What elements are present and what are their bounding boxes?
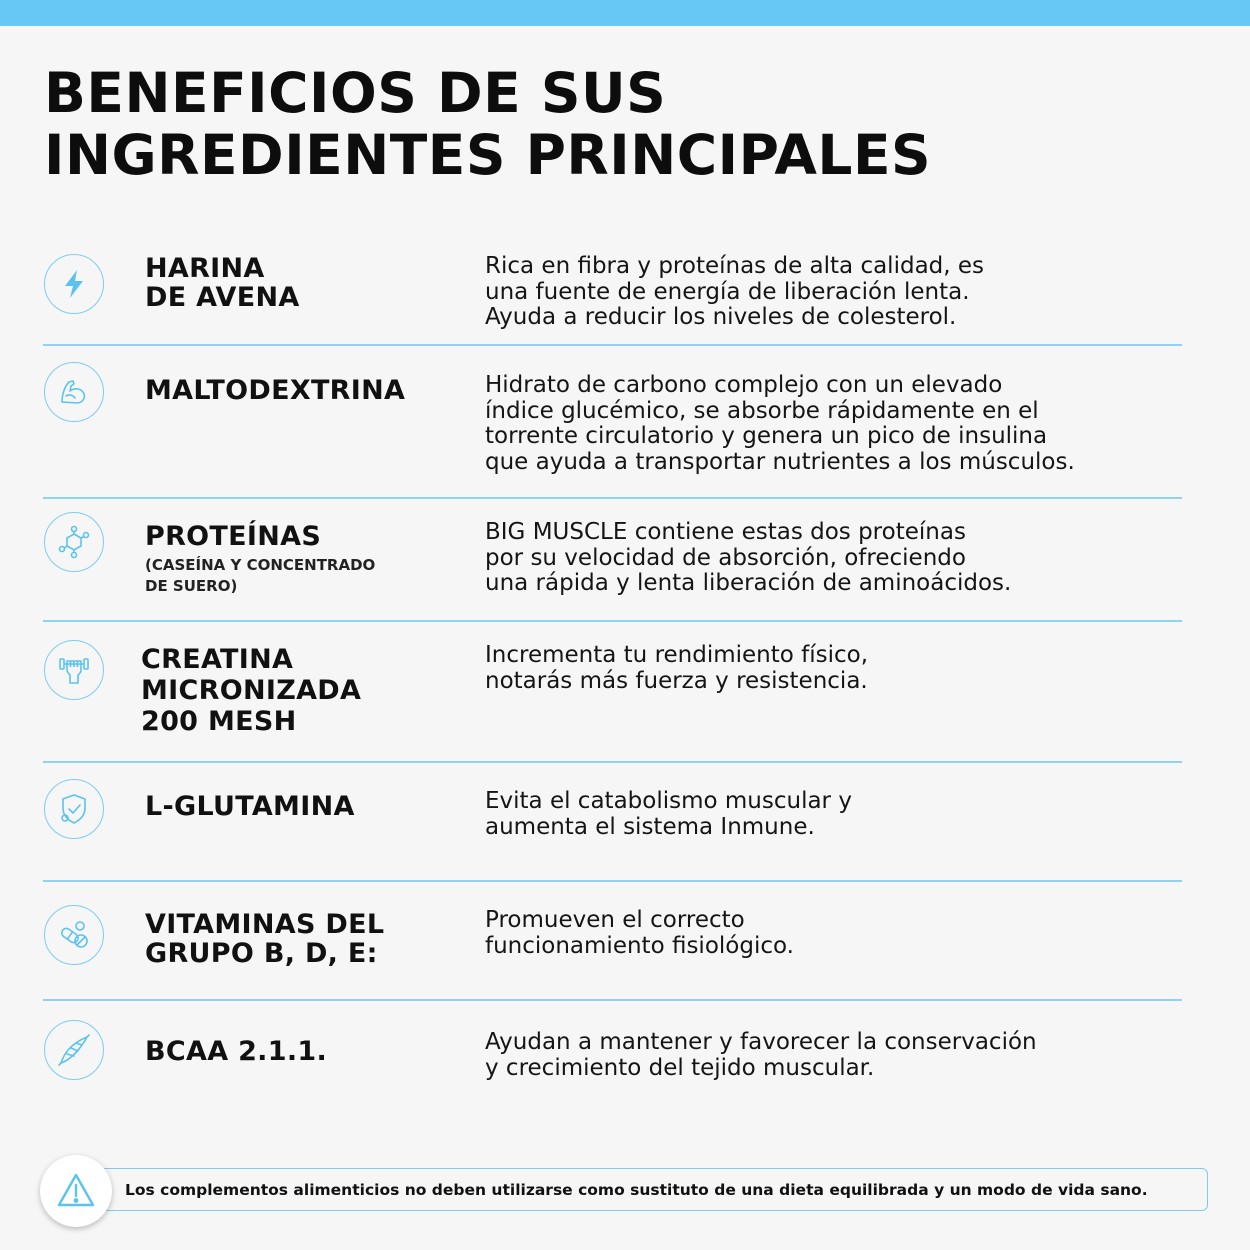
divider [43,497,1182,499]
ingredient-description: Ayudan a mantener y favorecer la conservación y crecimiento del tejido muscular. [485,1029,1037,1081]
ingredient-name: VITAMINAS DEL GRUPO B, D, E: [145,909,385,969]
ingredient-description: Evita el catabolismo muscular y aumenta el sistema Inmune. [485,788,852,840]
divider [43,761,1182,763]
hand-dumbbell-icon [44,640,104,700]
ingredient-name: CREATINA MICRONIZADA 200 MESH [141,644,362,737]
ingredient-name: BCAA 2.1.1. [145,1036,328,1067]
divider [43,620,1182,622]
page-title: BENEFICIOS DE SUS INGREDIENTES PRINCIPALES [44,61,932,187]
ingredient-description: Promueven el correcto funcionamiento fisiológico. [485,907,794,959]
ingredient-name: MALTODEXTRINA [145,375,406,406]
ingredient-description: Incrementa tu rendimiento físico, notarás más fuerza y resistencia. [485,642,869,694]
divider [43,999,1182,1001]
ingredient-name: L-GLUTAMINA [145,791,355,822]
divider [43,880,1182,882]
ingredient-name: PROTEÍNAS [145,521,322,552]
ingredient-description: Rica en fibra y proteínas de alta calidad, es una fuente de energía de liberación lenta. Ayuda a reducir los niveles de colesterol. [485,253,985,330]
top-accent-bar [0,0,1250,26]
muscle-fiber-icon [44,1020,104,1080]
ingredient-name: HARINA DE AVENA [145,253,300,313]
lightning-icon [44,254,104,314]
shield-check-icon [44,779,104,839]
molecule-icon [44,512,104,572]
flexed-arm-icon [44,362,104,422]
capsules-icon [44,905,104,965]
disclaimer-text: Los complementos alimenticios no deben utilizarse como sustituto de una dieta equilibrada y un modo de vida sano. [125,1181,1148,1199]
ingredient-description: BIG MUSCLE contiene estas dos proteínas por su velocidad de absorción, ofreciendo una rápida y lenta liberación de aminoácidos. [485,519,1012,596]
ingredient-subtitle: (CASEÍNA Y CONCENTRADO DE SUERO) [145,556,376,595]
divider [43,344,1182,346]
ingredient-description: Hidrato de carbono complejo con un elevado índice glucémico, se absorbe rápidamente en el torrente circulatorio y genera un pico de insulina que ayuda a transportar nutrientes a los músculos. [485,372,1075,475]
warning-icon [40,1155,112,1227]
